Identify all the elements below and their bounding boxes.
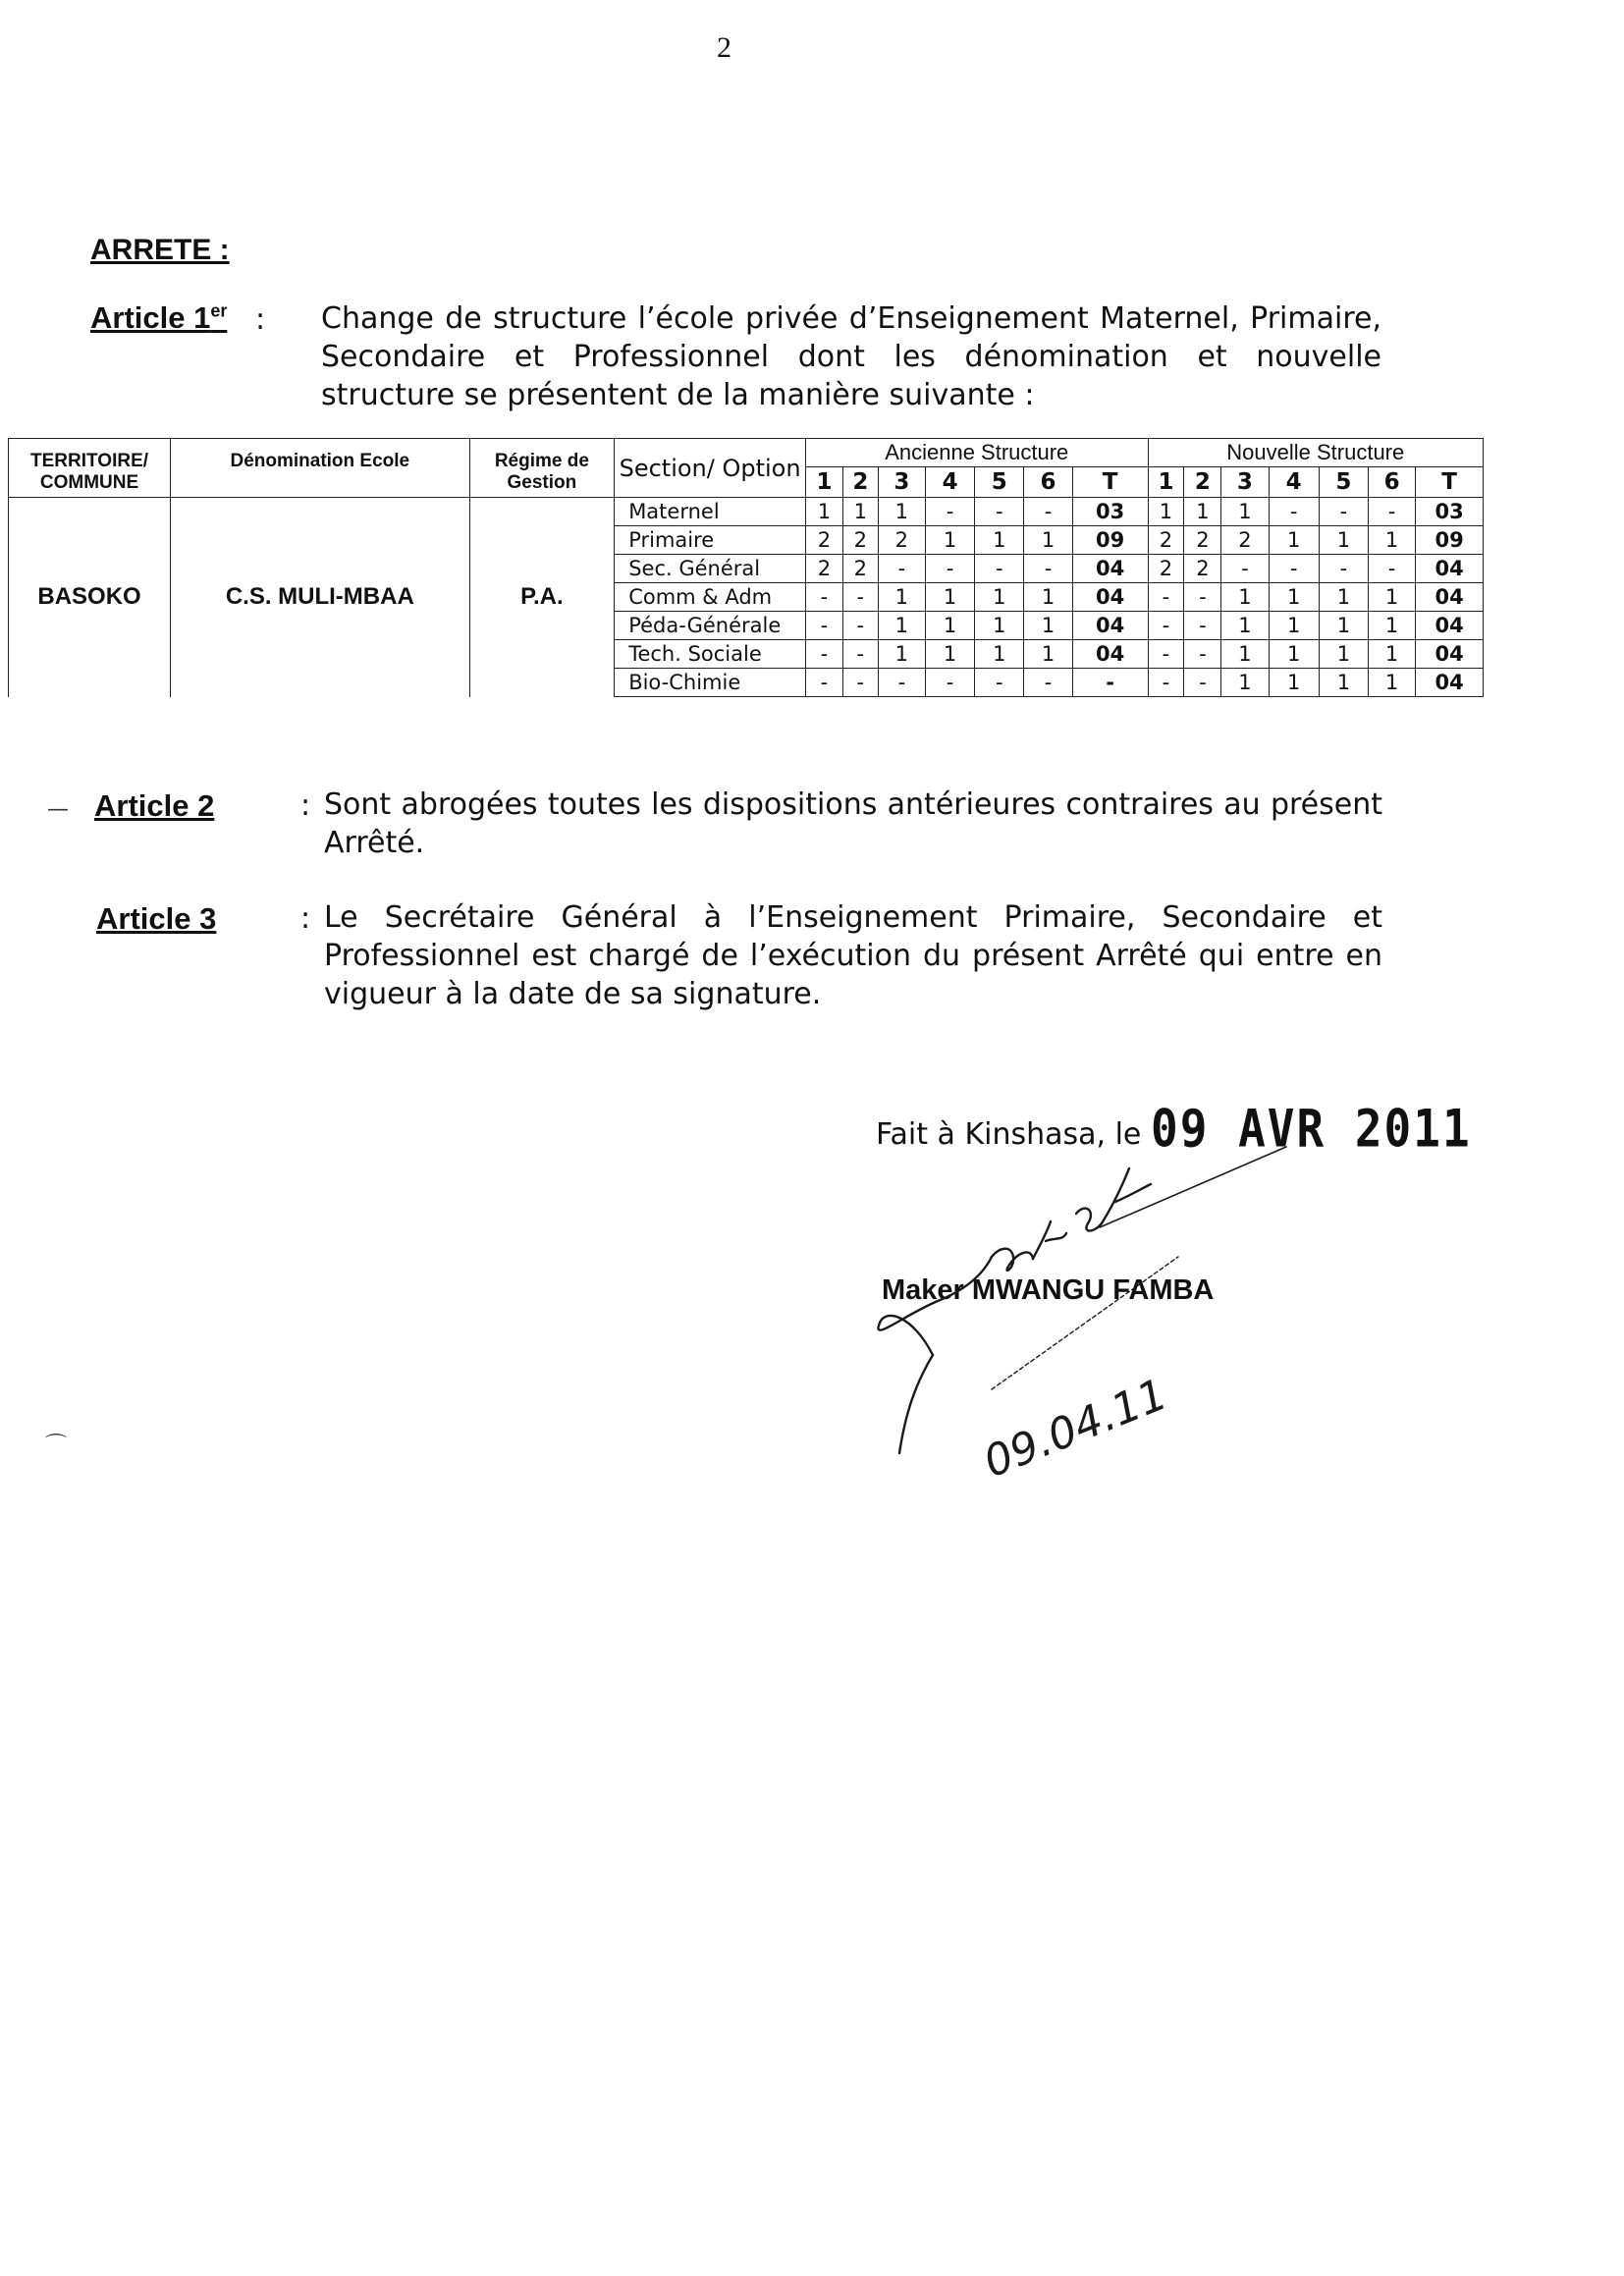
ancienne-value-cell: 2 — [842, 526, 878, 555]
header-nouvelle-col: 1 — [1148, 467, 1184, 498]
ancienne-value-cell: - — [975, 498, 1024, 526]
ancienne-value-cell: 1 — [925, 583, 974, 612]
option-cell: Comm & Adm — [615, 583, 806, 612]
option-cell: Maternel — [615, 498, 806, 526]
nouvelle-value-cell: 1 — [1269, 669, 1319, 697]
nouvelle-value-cell: 1 — [1369, 526, 1416, 555]
nouvelle-value-cell: 2 — [1184, 526, 1221, 555]
nouvelle-value-cell: - — [1184, 583, 1221, 612]
article-3-colon: : — [300, 901, 311, 936]
school-structure-table — [8, 438, 1484, 697]
ancienne-value-cell: - — [1024, 669, 1072, 697]
margin-dash-mark: — — [47, 797, 69, 822]
header-ancienne-col: 6 — [1024, 467, 1072, 498]
regime-cell: P.A. — [469, 498, 615, 697]
nouvelle-value-cell: 1 — [1269, 612, 1319, 640]
ancienne-value-cell: 1 — [925, 612, 974, 640]
nouvelle-value-cell: 1 — [1221, 583, 1269, 612]
nouvelle-value-cell: 1 — [1369, 669, 1416, 697]
ancienne-value-cell: 2 — [805, 555, 842, 583]
ancienne-value-cell: 1 — [1024, 526, 1072, 555]
ancienne-value-cell: 1 — [878, 640, 925, 669]
nouvelle-value-cell: - — [1221, 555, 1269, 583]
nouvelle-value-cell: 1 — [1221, 612, 1269, 640]
ancienne-value-cell: - — [975, 555, 1024, 583]
ancienne-value-cell: - — [1072, 669, 1148, 697]
margin-hook-mark: ⌒ — [45, 1434, 68, 1458]
ancienne-value-cell: - — [878, 669, 925, 697]
ancienne-value-cell: 03 — [1072, 498, 1148, 526]
ancienne-value-cell: 04 — [1072, 612, 1148, 640]
table-body — [9, 498, 1484, 697]
ancienne-value-cell: 1 — [925, 640, 974, 669]
article-2-label: Article 2 — [94, 788, 215, 823]
nouvelle-value-cell: 1 — [1221, 498, 1269, 526]
nouvelle-value-cell: 1 — [1269, 640, 1319, 669]
option-cell: Primaire — [615, 526, 806, 555]
ancienne-value-cell: 1 — [878, 612, 925, 640]
nouvelle-value-cell: 04 — [1416, 612, 1484, 640]
ancienne-value-cell: 1 — [1024, 583, 1072, 612]
nouvelle-value-cell: 04 — [1416, 583, 1484, 612]
option-cell: Sec. Général — [615, 555, 806, 583]
header-denomination: Dénomination Ecole — [171, 439, 470, 498]
nouvelle-value-cell: 1 — [1221, 669, 1269, 697]
article-2-line-2: Arrêté. — [324, 826, 425, 860]
ancienne-value-cell: 1 — [1024, 612, 1072, 640]
table-row — [9, 498, 1484, 526]
ancienne-value-cell: - — [925, 669, 974, 697]
article-3-line-3: vigueur à la date de sa signature. — [324, 977, 822, 1011]
header-regime: Régime de Gestion — [469, 439, 615, 498]
article-3-line-2: Professionnel est chargé de l’exécution du présent Arrêté qui entre en — [324, 939, 1382, 973]
header-ancienne-col: 5 — [975, 467, 1024, 498]
ancienne-value-cell: 1 — [975, 583, 1024, 612]
ancienne-value-cell: - — [842, 612, 878, 640]
option-cell: Tech. Sociale — [615, 640, 806, 669]
nouvelle-value-cell: 1 — [1369, 583, 1416, 612]
ancienne-value-cell: - — [975, 669, 1024, 697]
nouvelle-value-cell: 2 — [1221, 526, 1269, 555]
option-cell: Bio-Chimie — [615, 669, 806, 697]
nouvelle-value-cell: - — [1369, 498, 1416, 526]
header-ancienne-col: 1 — [805, 467, 842, 498]
nouvelle-value-cell: - — [1319, 498, 1368, 526]
decree-heading: ARRETE : — [90, 234, 230, 266]
ancienne-value-cell: - — [1024, 555, 1072, 583]
ancienne-value-cell: - — [805, 669, 842, 697]
nouvelle-value-cell: - — [1184, 669, 1221, 697]
article-1-label-sup: er — [210, 300, 228, 321]
ancienne-value-cell: 1 — [805, 498, 842, 526]
ancienne-value-cell: 1 — [925, 526, 974, 555]
school-name-cell: C.S. MULI-MBAA — [171, 498, 470, 697]
ancienne-value-cell: 2 — [842, 555, 878, 583]
article-1-text: Change de structure l’école privée d’Enseignement Maternel, Primaire, Secondaire et Professionnel dont les dénomination et nouvelle structure se présentent de la manière suivante : — [321, 301, 1381, 412]
nouvelle-value-cell: - — [1184, 640, 1221, 669]
header-nouvelle-col: 3 — [1221, 467, 1269, 498]
ancienne-value-cell: 1 — [975, 612, 1024, 640]
ancienne-value-cell: - — [842, 669, 878, 697]
article-1-label-main: Article 1 — [90, 300, 211, 335]
ancienne-value-cell: - — [1024, 498, 1072, 526]
nouvelle-value-cell: 1 — [1269, 583, 1319, 612]
nouvelle-value-cell: 1 — [1319, 583, 1368, 612]
article-2-colon: : — [300, 788, 311, 823]
ancienne-value-cell: - — [842, 640, 878, 669]
nouvelle-value-cell: 2 — [1148, 555, 1184, 583]
nouvelle-value-cell: - — [1319, 555, 1368, 583]
ancienne-value-cell: - — [925, 498, 974, 526]
handwritten-date: 09.04.11 — [977, 1369, 1174, 1489]
ancienne-value-cell: - — [805, 640, 842, 669]
article-3-label: Article 3 — [96, 901, 217, 936]
header-nouvelle-col: 4 — [1269, 467, 1319, 498]
ancienne-value-cell: 04 — [1072, 555, 1148, 583]
header-nouvelle-col: 6 — [1369, 467, 1416, 498]
nouvelle-value-cell: 04 — [1416, 669, 1484, 697]
ancienne-value-cell: 04 — [1072, 583, 1148, 612]
header-nouvelle-col: T — [1416, 467, 1484, 498]
nouvelle-value-cell: 1 — [1319, 612, 1368, 640]
ancienne-value-cell: 2 — [805, 526, 842, 555]
nouvelle-value-cell: 1 — [1148, 498, 1184, 526]
ancienne-value-cell: 1 — [842, 498, 878, 526]
header-nouvelle-structure: Nouvelle Structure — [1148, 439, 1483, 467]
header-ancienne-col: T — [1072, 467, 1148, 498]
nouvelle-value-cell: 1 — [1184, 498, 1221, 526]
nouvelle-value-cell: 1 — [1369, 640, 1416, 669]
header-nouvelle-col: 5 — [1319, 467, 1368, 498]
ancienne-value-cell: - — [842, 583, 878, 612]
ancienne-value-cell: - — [925, 555, 974, 583]
signatory-name: Maker MWANGU FAMBA — [882, 1274, 1215, 1306]
nouvelle-value-cell: 1 — [1319, 640, 1368, 669]
nouvelle-value-cell: - — [1269, 555, 1319, 583]
header-section: Section/ Option — [615, 439, 806, 498]
nouvelle-value-cell: - — [1369, 555, 1416, 583]
nouvelle-value-cell: 03 — [1416, 498, 1484, 526]
nouvelle-value-cell: - — [1148, 612, 1184, 640]
handwritten-signature — [844, 1139, 1316, 1502]
nouvelle-value-cell: 1 — [1319, 669, 1368, 697]
header-ancienne-col: 2 — [842, 467, 878, 498]
article-3-line-1: Le Secrétaire Général à l’Enseignement Primaire, Secondaire et — [324, 900, 1382, 935]
ancienne-value-cell: 2 — [878, 526, 925, 555]
nouvelle-value-cell: - — [1148, 640, 1184, 669]
header-territoire: TERRITOIRE/ COMMUNE — [9, 439, 171, 498]
nouvelle-value-cell: 2 — [1184, 555, 1221, 583]
nouvelle-value-cell: - — [1269, 498, 1319, 526]
nouvelle-value-cell: 04 — [1416, 640, 1484, 669]
territoire-cell: BASOKO — [9, 498, 171, 697]
date-stamp: 09 AVR 2011 — [1151, 1098, 1472, 1160]
article-1-colon: : — [255, 302, 266, 337]
nouvelle-value-cell: 1 — [1269, 526, 1319, 555]
option-cell: Péda-Générale — [615, 612, 806, 640]
header-ancienne-col: 4 — [925, 467, 974, 498]
place-and-date-label: Fait à Kinshasa, le — [876, 1117, 1142, 1152]
article-1-label — [90, 300, 227, 336]
ancienne-value-cell: 1 — [878, 498, 925, 526]
ancienne-value-cell: - — [805, 583, 842, 612]
nouvelle-value-cell: 04 — [1416, 555, 1484, 583]
nouvelle-value-cell: - — [1148, 669, 1184, 697]
page-number: 2 — [717, 31, 731, 64]
ancienne-value-cell: 04 — [1072, 640, 1148, 669]
ancienne-value-cell: 1 — [975, 526, 1024, 555]
nouvelle-value-cell: 2 — [1148, 526, 1184, 555]
ancienne-value-cell: 1 — [878, 583, 925, 612]
ancienne-value-cell: - — [878, 555, 925, 583]
nouvelle-value-cell: 1 — [1369, 612, 1416, 640]
ancienne-value-cell: 09 — [1072, 526, 1148, 555]
nouvelle-value-cell: 09 — [1416, 526, 1484, 555]
header-ancienne-structure: Ancienne Structure — [805, 439, 1148, 467]
ancienne-value-cell: 1 — [975, 640, 1024, 669]
nouvelle-value-cell: - — [1148, 583, 1184, 612]
header-nouvelle-col: 2 — [1184, 467, 1221, 498]
nouvelle-value-cell: 1 — [1319, 526, 1368, 555]
nouvelle-value-cell: 1 — [1221, 640, 1269, 669]
nouvelle-value-cell: - — [1184, 612, 1221, 640]
ancienne-value-cell: 1 — [1024, 640, 1072, 669]
ancienne-value-cell: - — [805, 612, 842, 640]
article-2-line-1: Sont abrogées toutes les dispositions antérieures contraires au présent — [324, 787, 1382, 822]
header-ancienne-col: 3 — [878, 467, 925, 498]
